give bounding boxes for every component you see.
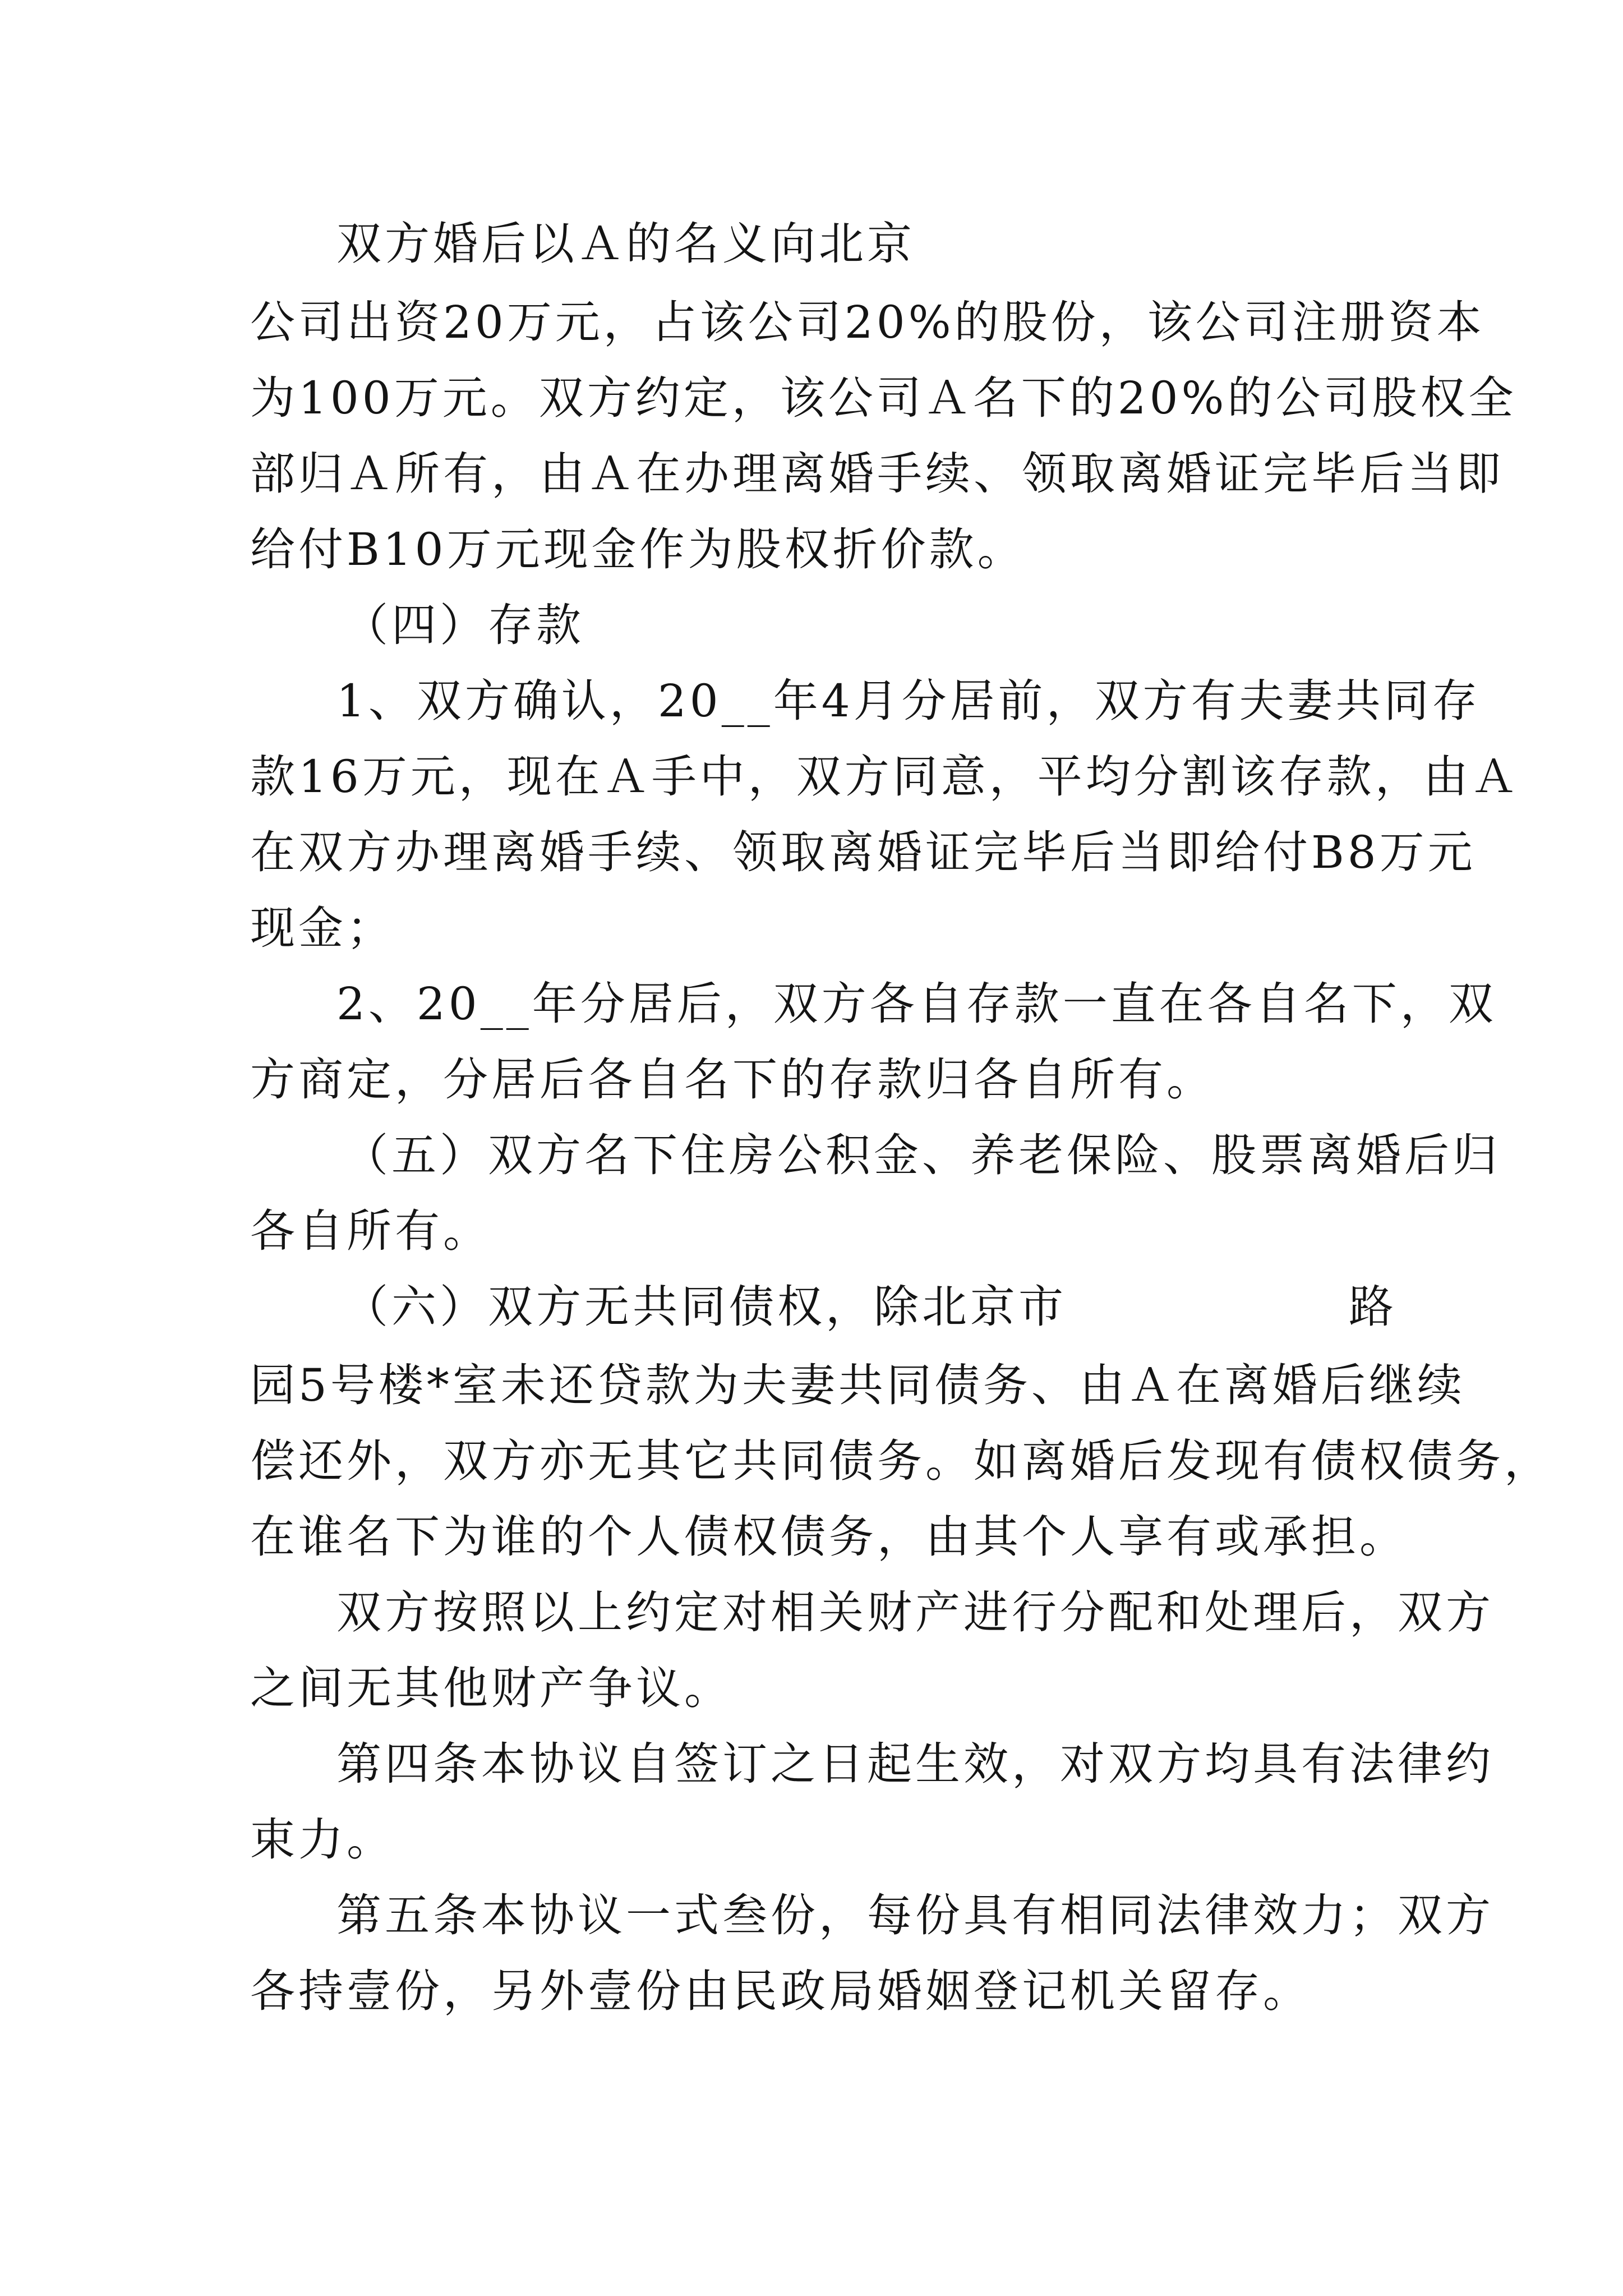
- paragraph-line: 偿还外，双方亦无其它共同债务。如离婚后发现有债权债务，: [250, 1435, 1552, 1487]
- paragraph-line: 在双方办理离婚手续、领取离婚证完毕后当即给付B8万元: [250, 826, 1476, 878]
- paragraph-line: 第五条本协议一式叁份，每份具有相同法律效力；双方: [336, 1889, 1494, 1941]
- paragraph-line: 束力。: [250, 1814, 395, 1866]
- paragraph-line: 各自所有。: [250, 1205, 491, 1257]
- paragraph-line: 各持壹份，另外壹份由民政局婚姻登记机关留存。: [250, 1965, 1311, 2017]
- paragraph-line: 第四条本协议自签订之日起生效，对双方均具有法律约: [336, 1738, 1494, 1790]
- paragraph-line: 园5号楼*室未还贷款为夫妻共同债务、由Ａ在离婚后继续: [250, 1359, 1465, 1411]
- paragraph-line: 部归Ａ所有，由Ａ在办理离婚手续、领取离婚证完毕后当即: [250, 448, 1504, 500]
- paragraph-line: 之间无其他财产争议。: [250, 1662, 732, 1714]
- paragraph-line: 方商定，分居后各自名下的存款归各自所有。: [250, 1053, 1215, 1106]
- paragraph-line: 双方按照以上约定对相关财产进行分配和处理后，双方: [336, 1586, 1494, 1639]
- paragraph-line: 双方婚后以Ａ的名义向北京: [336, 218, 915, 270]
- paragraph-line: 在谁名下为谁的个人债权债务，由其个人享有或承担。: [250, 1511, 1408, 1563]
- paragraph-line: 公司出资20万元，占该公司20%的股份，该公司注册资本: [250, 296, 1485, 348]
- section-heading: （五）双方名下住房公积金、养老保险、股票离婚后归: [343, 1129, 1501, 1181]
- paragraph-line: 现金；: [250, 902, 395, 954]
- paragraph-line: 款16万元，现在Ａ手中，双方同意，平均分割该存款，由Ａ: [250, 751, 1520, 803]
- paragraph-line: 2、20__年分居后，双方各自存款一直在各自名下，双: [336, 978, 1497, 1030]
- paragraph-line: 给付B10万元现金作为股权折价款。: [250, 523, 1026, 576]
- section-heading: （四）存款: [343, 599, 584, 651]
- paragraph-line: 为100万元。双方约定，该公司Ａ名下的20%的公司股权全: [250, 372, 1517, 424]
- section-heading: （六）双方无共同债权，除北京市 路: [343, 1281, 1397, 1333]
- paragraph-line: 1、双方确认，20__年4月分居前，双方有夫妻共同存: [336, 675, 1481, 727]
